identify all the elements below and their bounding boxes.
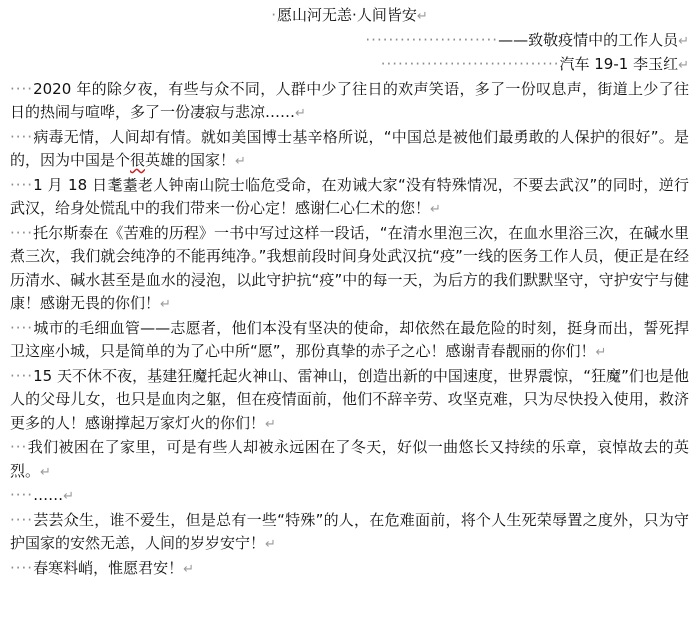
paragraph-mark-icon: ↵ (265, 416, 276, 432)
indent-dots: ···· (10, 558, 34, 577)
paragraph-mark-icon: ↵ (595, 345, 607, 360)
body-paragraph: ····病毒无情，人间却有情。就如美国博士基辛格所说，“中国总是被他们最勇敢的人保护的很好”。是的，因为中国是个很英雄的国家！↵ (10, 127, 689, 169)
paragraph-mark-icon: ↵ (295, 106, 306, 121)
subtitle: ——致敬疫情中的工作人员 (498, 30, 679, 49)
indent-dots: ···· (10, 175, 34, 194)
body-paragraph: ···我们被困在了家里，可是有些人却被永远困在了冬天，好似一曲悠长又持续的乐章，哀悼故去的英烈。↵ (10, 438, 689, 480)
body-paragraph: ····城市的毛细血管——志愿者，他们本没有坚决的使命，却依然在最危险的时刻，挺身而出，誓死捍卫这座小城，只是简单的为了心中所“愿”，那份真挚的赤子之心！感谢青春靓丽的你们！↵ (10, 318, 689, 360)
paragraph-mark-icon: ↵ (183, 561, 194, 577)
body-paragraph: ····……↵ (10, 486, 74, 504)
indent-dots: ···· (10, 486, 34, 504)
paragraph-mark-icon: ↵ (160, 297, 171, 312)
body-paragraph: ····芸芸众生，谁不爱生，但是总有一些“特殊”的人，在危难面前，将个人生死荣辱置之度外，只为守护国家的安然无恙，人间的岁岁安宁！↵ (10, 510, 689, 552)
paragraph-mark-icon: ↵ (678, 33, 689, 49)
paragraph-mark-icon: ↵ (265, 537, 276, 552)
indent-dots: ······························· (380, 55, 560, 73)
indent-dots: ···· (10, 223, 34, 242)
indent-dots: · (271, 6, 278, 24)
page-title: 愿山河无恙·人间皆安 (277, 6, 417, 24)
paragraph-mark-icon: ↵ (40, 464, 51, 480)
indent-dots: ···· (10, 127, 34, 146)
indent-dots: ···· (10, 318, 34, 337)
spellcheck-squiggle: 很 (130, 151, 146, 169)
paragraph-mark-icon: ↵ (416, 9, 428, 24)
indent-dots: ······················· (365, 30, 499, 49)
indent-dots: ···· (10, 79, 34, 98)
indent-dots: ···· (10, 510, 34, 529)
body-paragraph: ····托尔斯泰在《苦难的历程》一书中写过这样一段话，“在清水里泡三次，在血水里浴三次，在碱水里煮三次，我们就会纯净的不能再纯净。”我想前段时间身处武汉抗“疫”一线的医务工作人员，便正是在经历清水、碱水甚至是血水的浸泡，以此守护抗“疫”中的每一天，为后方的我们默默坚守，守护安宁与健康！感谢无畏的你们！↵ (10, 223, 689, 312)
paragraph-mark-icon: ↵ (430, 202, 441, 217)
author-line (10, 53, 689, 78)
indent-dots: ··· (10, 438, 28, 456)
indent-dots: ···· (10, 366, 34, 385)
paragraph-mark-icon: ↵ (63, 489, 74, 504)
paragraph-mark-icon: ↵ (678, 58, 689, 73)
body-paragraph: ····春寒料峭，惟愿君安！↵ (10, 558, 194, 577)
body-paragraph: ····1 月 18 日耄耋老人钟南山院士临危受命，在劝诫大家“没有特殊情况，不要去武汉”的同时，逆行武汉，给身处慌乱中的我们带来一份心定！感谢仁心仁术的您！↵ (10, 175, 689, 217)
title-line (10, 4, 689, 29)
subtitle-line (10, 29, 689, 54)
author: 汽车 19-1 李玉红 (559, 55, 679, 73)
body-paragraph: ····2020 年的除夕夜，有些与众不同，人群中少了往日的欢声笑语，多了一份叹息声，街道上少了往日的热闹与喧哗，多了一份凄寂与悲凉……↵ (10, 79, 689, 121)
body-paragraph: ····15 天不休不夜，基建狂魔托起火神山、雷神山，创造出新的中国速度，世界震惊，“狂魔”们也是他人的父母儿女，也只是血肉之躯，但在疫情面前，他们不辞辛劳、攻坚克难，只为尽快投入使用，救济更多的人！感谢撑起万家灯火的你们！↵ (10, 366, 689, 432)
paragraph-mark-icon: ↵ (235, 154, 246, 169)
